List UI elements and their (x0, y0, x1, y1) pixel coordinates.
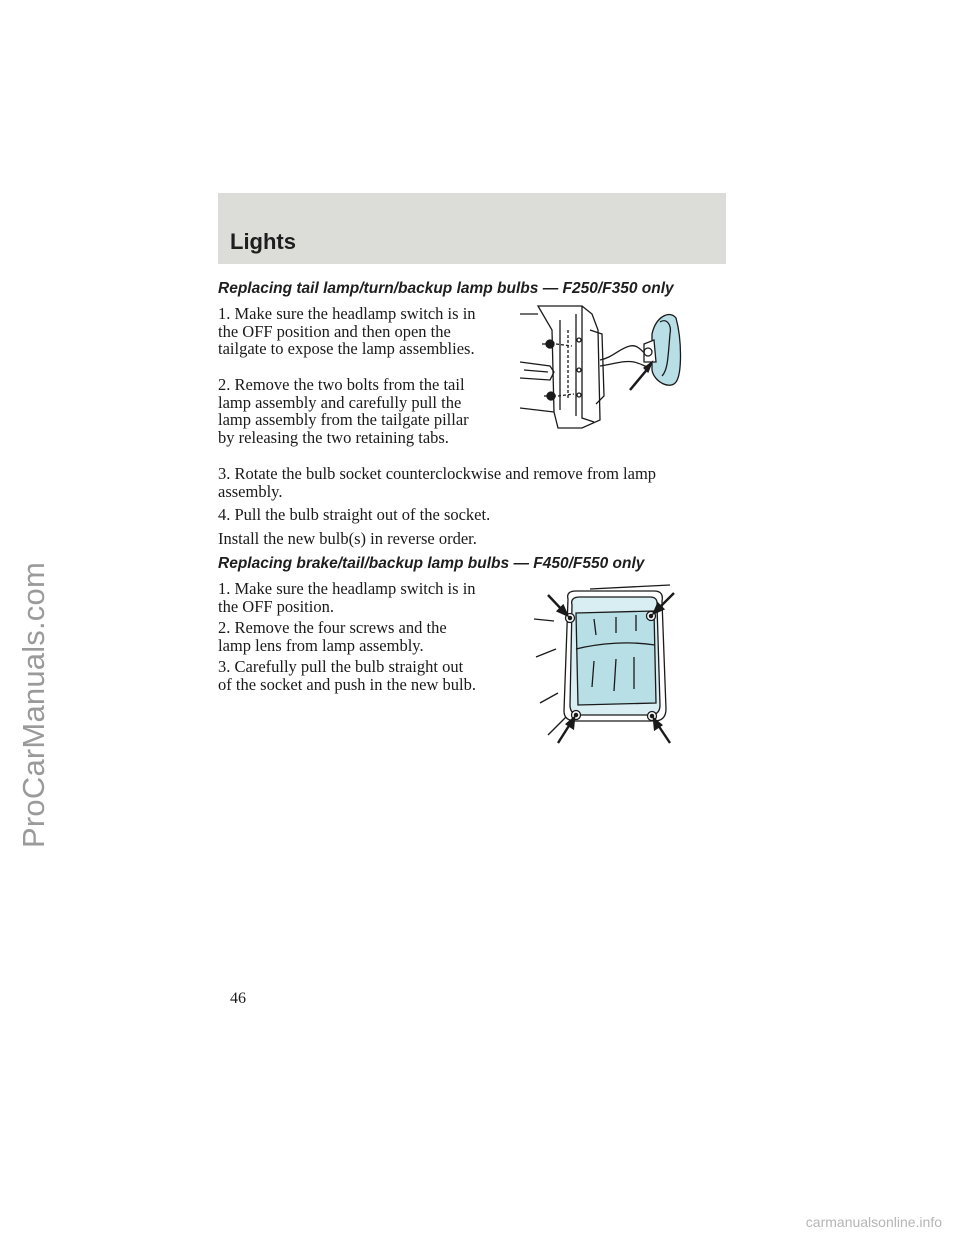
section-title: Lights (230, 229, 296, 254)
tail-step-2: 2. Remove the two bolts from the tail lamp assembly and carefully pull the lamp assembly from the tailgate pillar by releasing the two retaining tabs. (218, 375, 469, 447)
tail-step-3: 3. Rotate the bulb socket counterclockwise and remove from lamp assembly. (218, 464, 657, 501)
removal-arrow (630, 362, 652, 390)
brake-step-2: 2. Remove the four screws and the lamp lens from lamp assembly. (218, 618, 447, 655)
brake-lamp-illustration (530, 575, 680, 750)
lamp-assembly (644, 315, 681, 386)
watermark-text: ProCarManuals.com (16, 562, 52, 848)
tail-step-1: 1. Make sure the headlamp switch is in the OFF position and then open the tailgate to expose the lamp assemblies. (218, 304, 476, 359)
section-header (218, 193, 726, 264)
side-watermark (14, 345, 54, 1065)
brake-lamp-heading: Replacing brake/tail/backup lamp bulbs — F450/F550 only (218, 555, 645, 572)
brake-step-1: 1. Make sure the headlamp switch is in the OFF position. (218, 579, 476, 616)
lamp-lens (576, 611, 656, 705)
brake-step-3: 3. Carefully pull the bulb straight out of the socket and push in the new bulb. (218, 657, 476, 694)
footer-watermark: carmanualsonline.info (805, 1214, 942, 1230)
page-number: 46 (230, 990, 246, 1007)
tail-install-note: Install the new bulb(s) in reverse order. (218, 529, 477, 548)
tail-step-4: 4. Pull the bulb straight out of the socket. (218, 505, 491, 524)
tail-lamp-heading: Replacing tail lamp/turn/backup lamp bulbs — F250/F350 only (218, 280, 674, 297)
tail-lamp-illustration (520, 300, 720, 440)
